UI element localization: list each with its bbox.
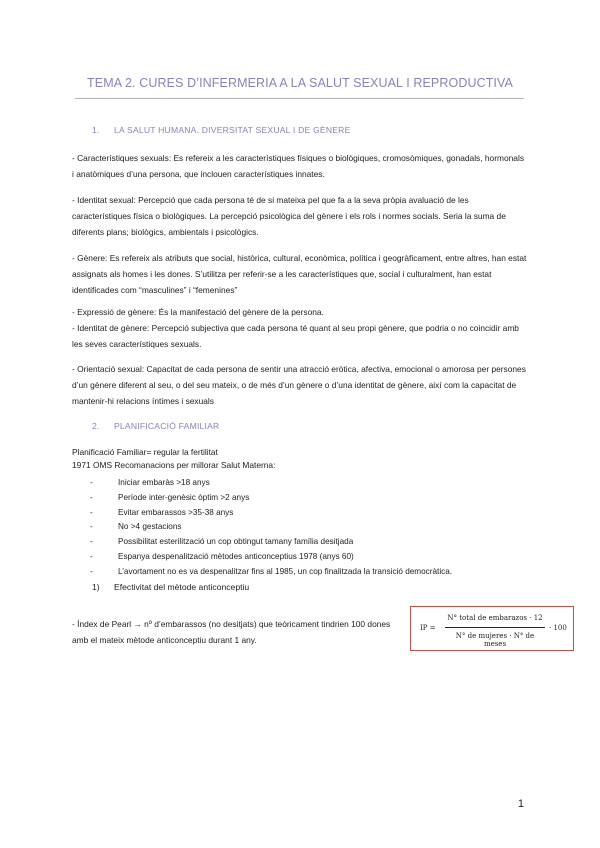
formula-denominator: N° de mujeres · N° de meses xyxy=(455,632,535,648)
list-dash: - xyxy=(90,478,93,487)
section-1-heading xyxy=(92,125,351,135)
paragraph-text: - Gènere: Es refereix als atributs que social, històrica, cultural, econòmica, política i geogràficament, entre altres, han estat assignats als homes i les dones. S’utilitza per referir-se a les característiques que, social i culturalment, han estat identificades com “masculines” i “femenines” xyxy=(72,253,527,296)
planning-definition: Planificació Familiar= regular la fertilitat xyxy=(72,447,218,457)
section-1-title: LA SALUT HUMANA. DIVERSITAT SEXUAL I DE GÈNERE xyxy=(114,125,351,135)
list-item-text: Període inter-genèsic òptim >2 anys xyxy=(118,492,250,502)
paragraph-sexual-orientation xyxy=(72,361,527,410)
paragraph-sexual-identity xyxy=(72,192,527,241)
paragraph-text: - Característiques sexuals: Es refereix a les característiques físiques o biològiques, cromosòmiques, gonadals, hormonals i anatòmiques d’una persona, que inclouen característiques innates. xyxy=(72,153,525,180)
paragraph-sexual-characteristics xyxy=(72,150,527,182)
section-2-title: PLANIFICACIÓ FAMILIAR xyxy=(114,421,220,431)
formula-numerator: N° total de embarazos · 12 xyxy=(447,614,543,622)
planning-intro xyxy=(72,446,275,473)
section-1-number: 1. xyxy=(92,125,100,135)
page-number: 1 xyxy=(517,798,524,810)
fraction-bar xyxy=(445,627,545,628)
document-title: TEMA 2. CURES D’INFERMERIA A LA SALUT SEXUAL I REPRODUCTIVA xyxy=(87,76,513,90)
list-item xyxy=(90,550,452,565)
pearl-index-formula xyxy=(410,606,574,651)
formula-lhs: IP = xyxy=(420,624,436,632)
gender-expression-text: - Expressió de gènere: És la manifestació del gènere de la persona. xyxy=(72,307,324,317)
section-2-heading xyxy=(92,421,219,431)
paragraph-gender-expression-identity xyxy=(72,304,527,353)
formula-rhs: · 100 xyxy=(549,624,567,632)
list-dash: - xyxy=(90,566,93,576)
subsection-title: Efectivitat del mètode anticonceptiu xyxy=(114,582,250,592)
pearl-index-text: - Índex de Pearl → nº d’embarassos (no desitjats) que teòricament tindrien 100 dones amb el mateix mètode anticonceptiu durant 1 any. xyxy=(72,619,391,645)
gender-identity-text: - Identitat de gènere: Percepció subjectiva que cada persona té quant al seu propi gènere, que podria o no coincidir amb les seves característiques sexuals. xyxy=(72,323,519,350)
subsection-heading xyxy=(92,582,249,592)
paragraph-text: - Identitat sexual: Percepció que cada persona té de si mateixa pel que fa a la seva pròpia avaluació de les característiques física o biològiques. La percepció psicològica del gènere i els rols i normes socials. Seria la suma de diferents plans; biològics, ambientals i psicològics. xyxy=(72,195,506,238)
list-item xyxy=(90,520,452,535)
list-item xyxy=(90,506,452,521)
list-item-text: Iniciar embaràs >18 anys xyxy=(118,478,210,487)
list-item-text: L’avortament no es va despenalitzar fins al 1985, un cop finalitzada la transició democràtica. xyxy=(118,566,453,576)
oms-recommendations-heading: 1971 OMS Recomanacions per millorar Salut Materna: xyxy=(72,460,276,471)
list-dash: - xyxy=(90,551,93,561)
paragraph-gender xyxy=(72,250,527,299)
recommendations-list xyxy=(90,476,452,580)
list-item xyxy=(90,565,452,580)
list-item-text: Possibilitat esterilització un cop obtingut tamany família desitjada xyxy=(118,537,354,547)
list-dash: - xyxy=(90,507,93,517)
list-dash: - xyxy=(90,492,93,502)
list-item xyxy=(90,535,452,550)
list-item-text: No >4 gestacions xyxy=(118,522,182,532)
list-dash: - xyxy=(90,537,93,547)
list-item xyxy=(90,476,452,491)
list-item-text: Evitar embarassos >35-38 anys xyxy=(118,507,234,517)
subsection-number: 1) xyxy=(92,582,100,592)
list-item-text: Espanya despenalització mètodes anticonceptius 1978 (anys 60) xyxy=(118,551,354,561)
title-divider xyxy=(75,98,524,99)
list-dash: - xyxy=(90,522,93,532)
section-2-number: 2. xyxy=(92,421,100,431)
paragraph-text: - Orientació sexual: Capacitat de cada persona de sentir una atracció eròtica, afectiva, emocional o amorosa per persones d’un gènere diferent al seu, o del seu mateix, o de més d’un gènere o d’una identitat de gènere, així com la capacitat de mantenir-hi relacions íntimes i sexuals xyxy=(72,364,526,407)
list-item xyxy=(90,491,452,506)
